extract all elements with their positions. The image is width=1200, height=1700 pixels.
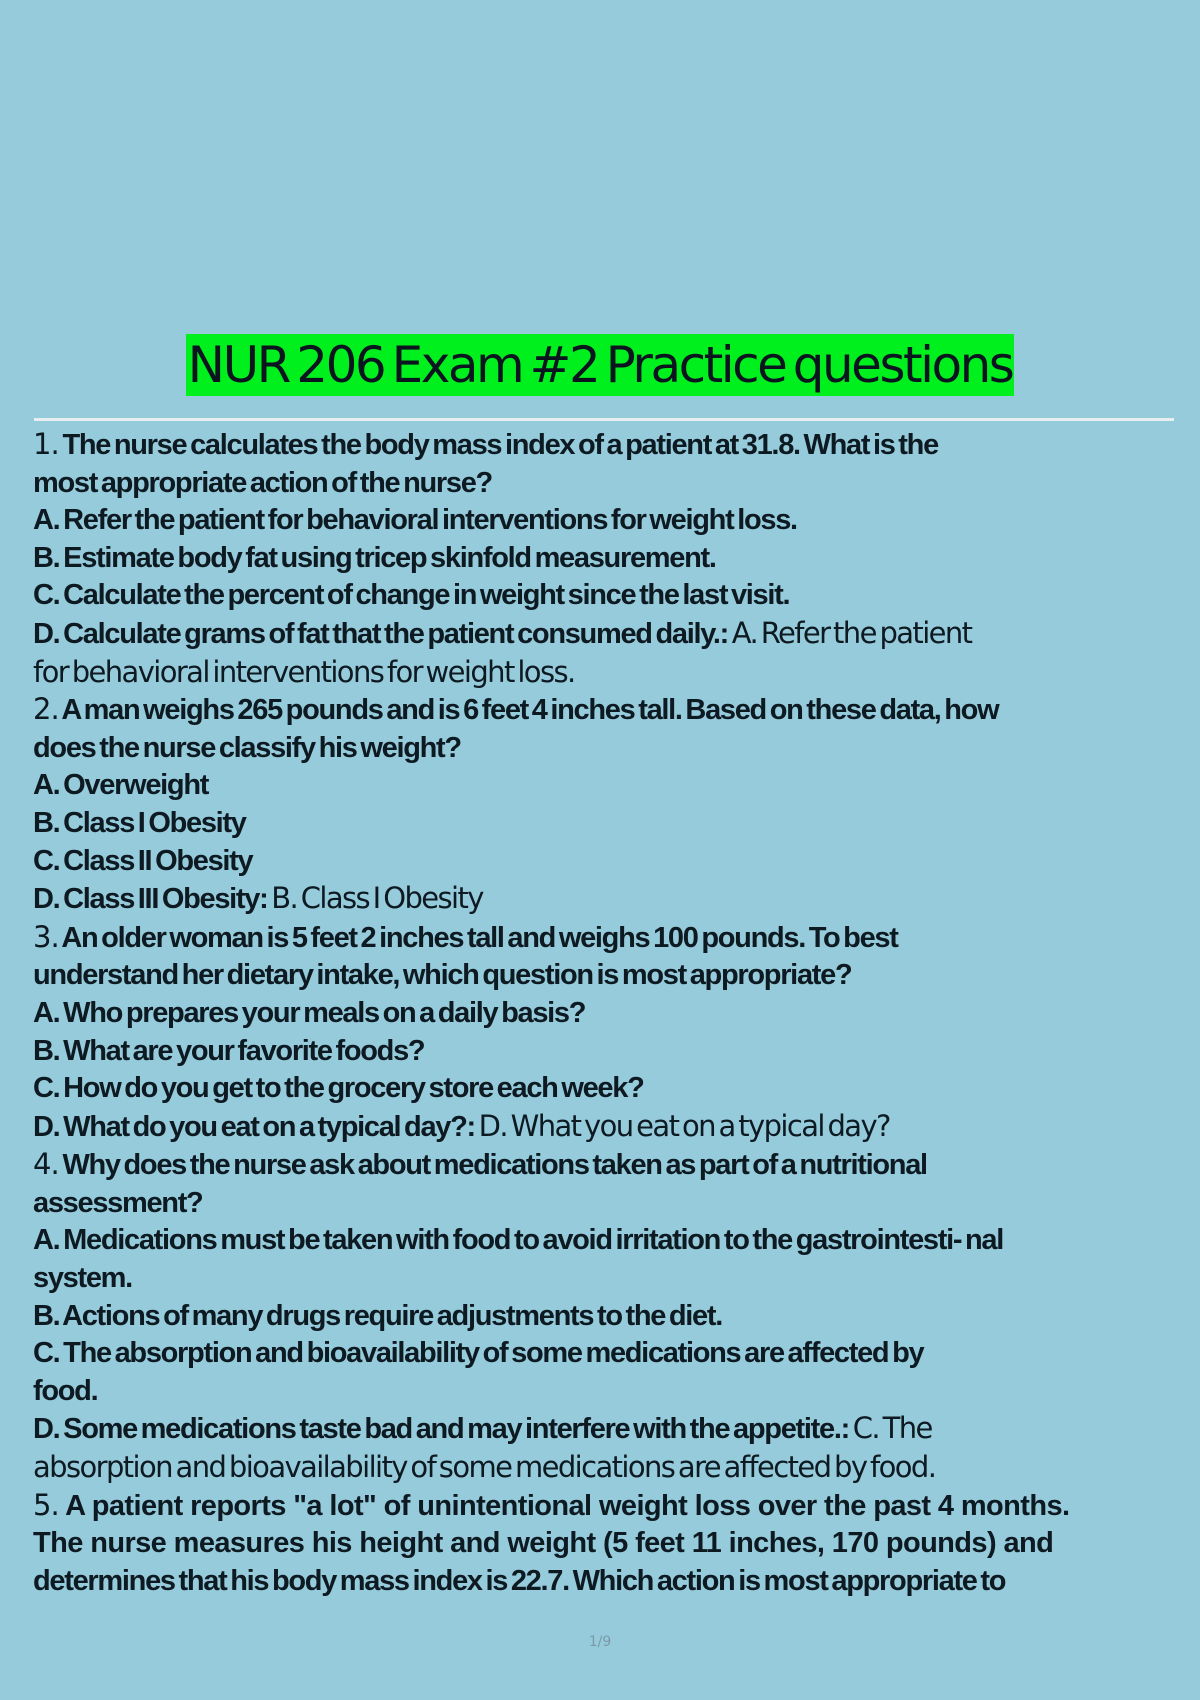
question-stem-line: most appropriate action of the nurse? <box>33 466 492 499</box>
option-d-with-answer <box>33 1108 1173 1147</box>
option-a: A. Refer the patient for behavioral interventions for weight loss. <box>33 504 797 537</box>
question-list <box>33 426 1173 1600</box>
answer-text: D. What you eat on a typical day? <box>478 1108 890 1143</box>
question-stem-line <box>33 1146 1173 1185</box>
question-number: 2. <box>33 692 59 727</box>
option-a: A. Who prepares your meals on a daily basis? <box>33 996 586 1029</box>
title-container <box>0 334 1200 396</box>
document-title: NUR 206 Exam #2 Practice questions <box>187 336 1013 394</box>
question-number: 3. <box>33 919 59 954</box>
option-b: B. Actions of many drugs require adjustments to the diet. <box>33 1299 722 1332</box>
option-d: D. Class III Obesity: <box>33 883 268 916</box>
question-number: 1. <box>33 427 59 461</box>
question-5 <box>33 1487 1173 1601</box>
answer-text: B. Class I Obesity <box>271 881 483 916</box>
option-a: A. Medications must be taken with food to avoid irritation to the gastrointesti- nal <box>33 1224 1003 1257</box>
option-d-with-answer <box>33 1410 1173 1449</box>
question-4 <box>33 1146 1173 1486</box>
question-stem-text: A man weighs 265 pounds and is 6 feet 4 inches tall. Based on these data, how <box>61 694 999 727</box>
option-d: D. Some medications taste bad and may interfere with the appetite.: <box>33 1413 849 1446</box>
option-c: C. Class II Obesity <box>33 844 253 877</box>
question-stem-line <box>33 1487 1173 1526</box>
question-stem-text: A patient reports "a lot" of unintentional weight loss over the past 4 months. <box>65 1489 1070 1522</box>
question-stem-text: An older woman is 5 feet 2 inches tall and weighs 100 pounds. To best <box>61 921 898 954</box>
answer-continuation: for behavioral interventions for weight loss. <box>33 654 575 689</box>
answer-text: A. Refer the patient <box>731 615 972 650</box>
option-d: D. What do you eat on a typical day?: <box>33 1110 475 1143</box>
question-stem-line: The nurse measures his height and weight (5 feet 11 inches, 170 pounds) and <box>33 1527 1054 1560</box>
answer-text: C. The <box>852 1411 932 1446</box>
question-3 <box>33 919 1173 1147</box>
option-c: C. The absorption and bioavailability of some medications are affected by <box>33 1337 924 1370</box>
question-2 <box>33 691 1173 919</box>
question-number: 4. <box>33 1147 59 1182</box>
option-b: B. What are your favorite foods? <box>33 1034 425 1067</box>
option-d: D. Calculate grams of fat that the patient consumed daily.: <box>33 617 729 650</box>
question-stem-line: does the nurse classify his weight? <box>33 731 461 764</box>
option-a: A. Overweight <box>33 769 209 802</box>
option-d-with-answer <box>33 615 1173 654</box>
question-stem-text: Why does the nurse ask about medications taken as part of a nutritional <box>62 1149 927 1182</box>
answer-continuation: absorption and bioavailability of some medications are affected by food. <box>33 1450 936 1485</box>
option-a-continuation: system. <box>33 1262 132 1295</box>
option-c: C. Calculate the percent of change in weight since the last visit. <box>33 579 790 612</box>
question-stem-text: The nurse calculates the body mass index of a patient at 31.8. What is the <box>62 429 938 461</box>
page-number: 1/9 <box>588 1634 612 1650</box>
question-stem-line <box>33 919 1173 958</box>
question-stem-line <box>33 426 1173 465</box>
question-stem-line: determines that his body mass index is 22.7. Which action is most appropriate to <box>33 1564 1006 1597</box>
option-d-with-answer <box>33 880 1173 919</box>
option-b: B. Class I Obesity <box>33 806 246 839</box>
option-b: B. Estimate body fat using tricep skinfold measurement. <box>33 541 716 574</box>
question-number: 5. <box>33 1487 59 1522</box>
question-stem-line: understand her dietary intake, which question is most appropriate? <box>33 959 852 992</box>
option-c-continuation: food. <box>33 1374 98 1407</box>
question-1 <box>33 426 1173 691</box>
title-divider <box>34 418 1174 421</box>
option-c: C. How do you get to the grocery store each week? <box>33 1072 644 1105</box>
question-stem-line: assessment? <box>33 1186 203 1219</box>
question-stem-line <box>33 691 1173 730</box>
